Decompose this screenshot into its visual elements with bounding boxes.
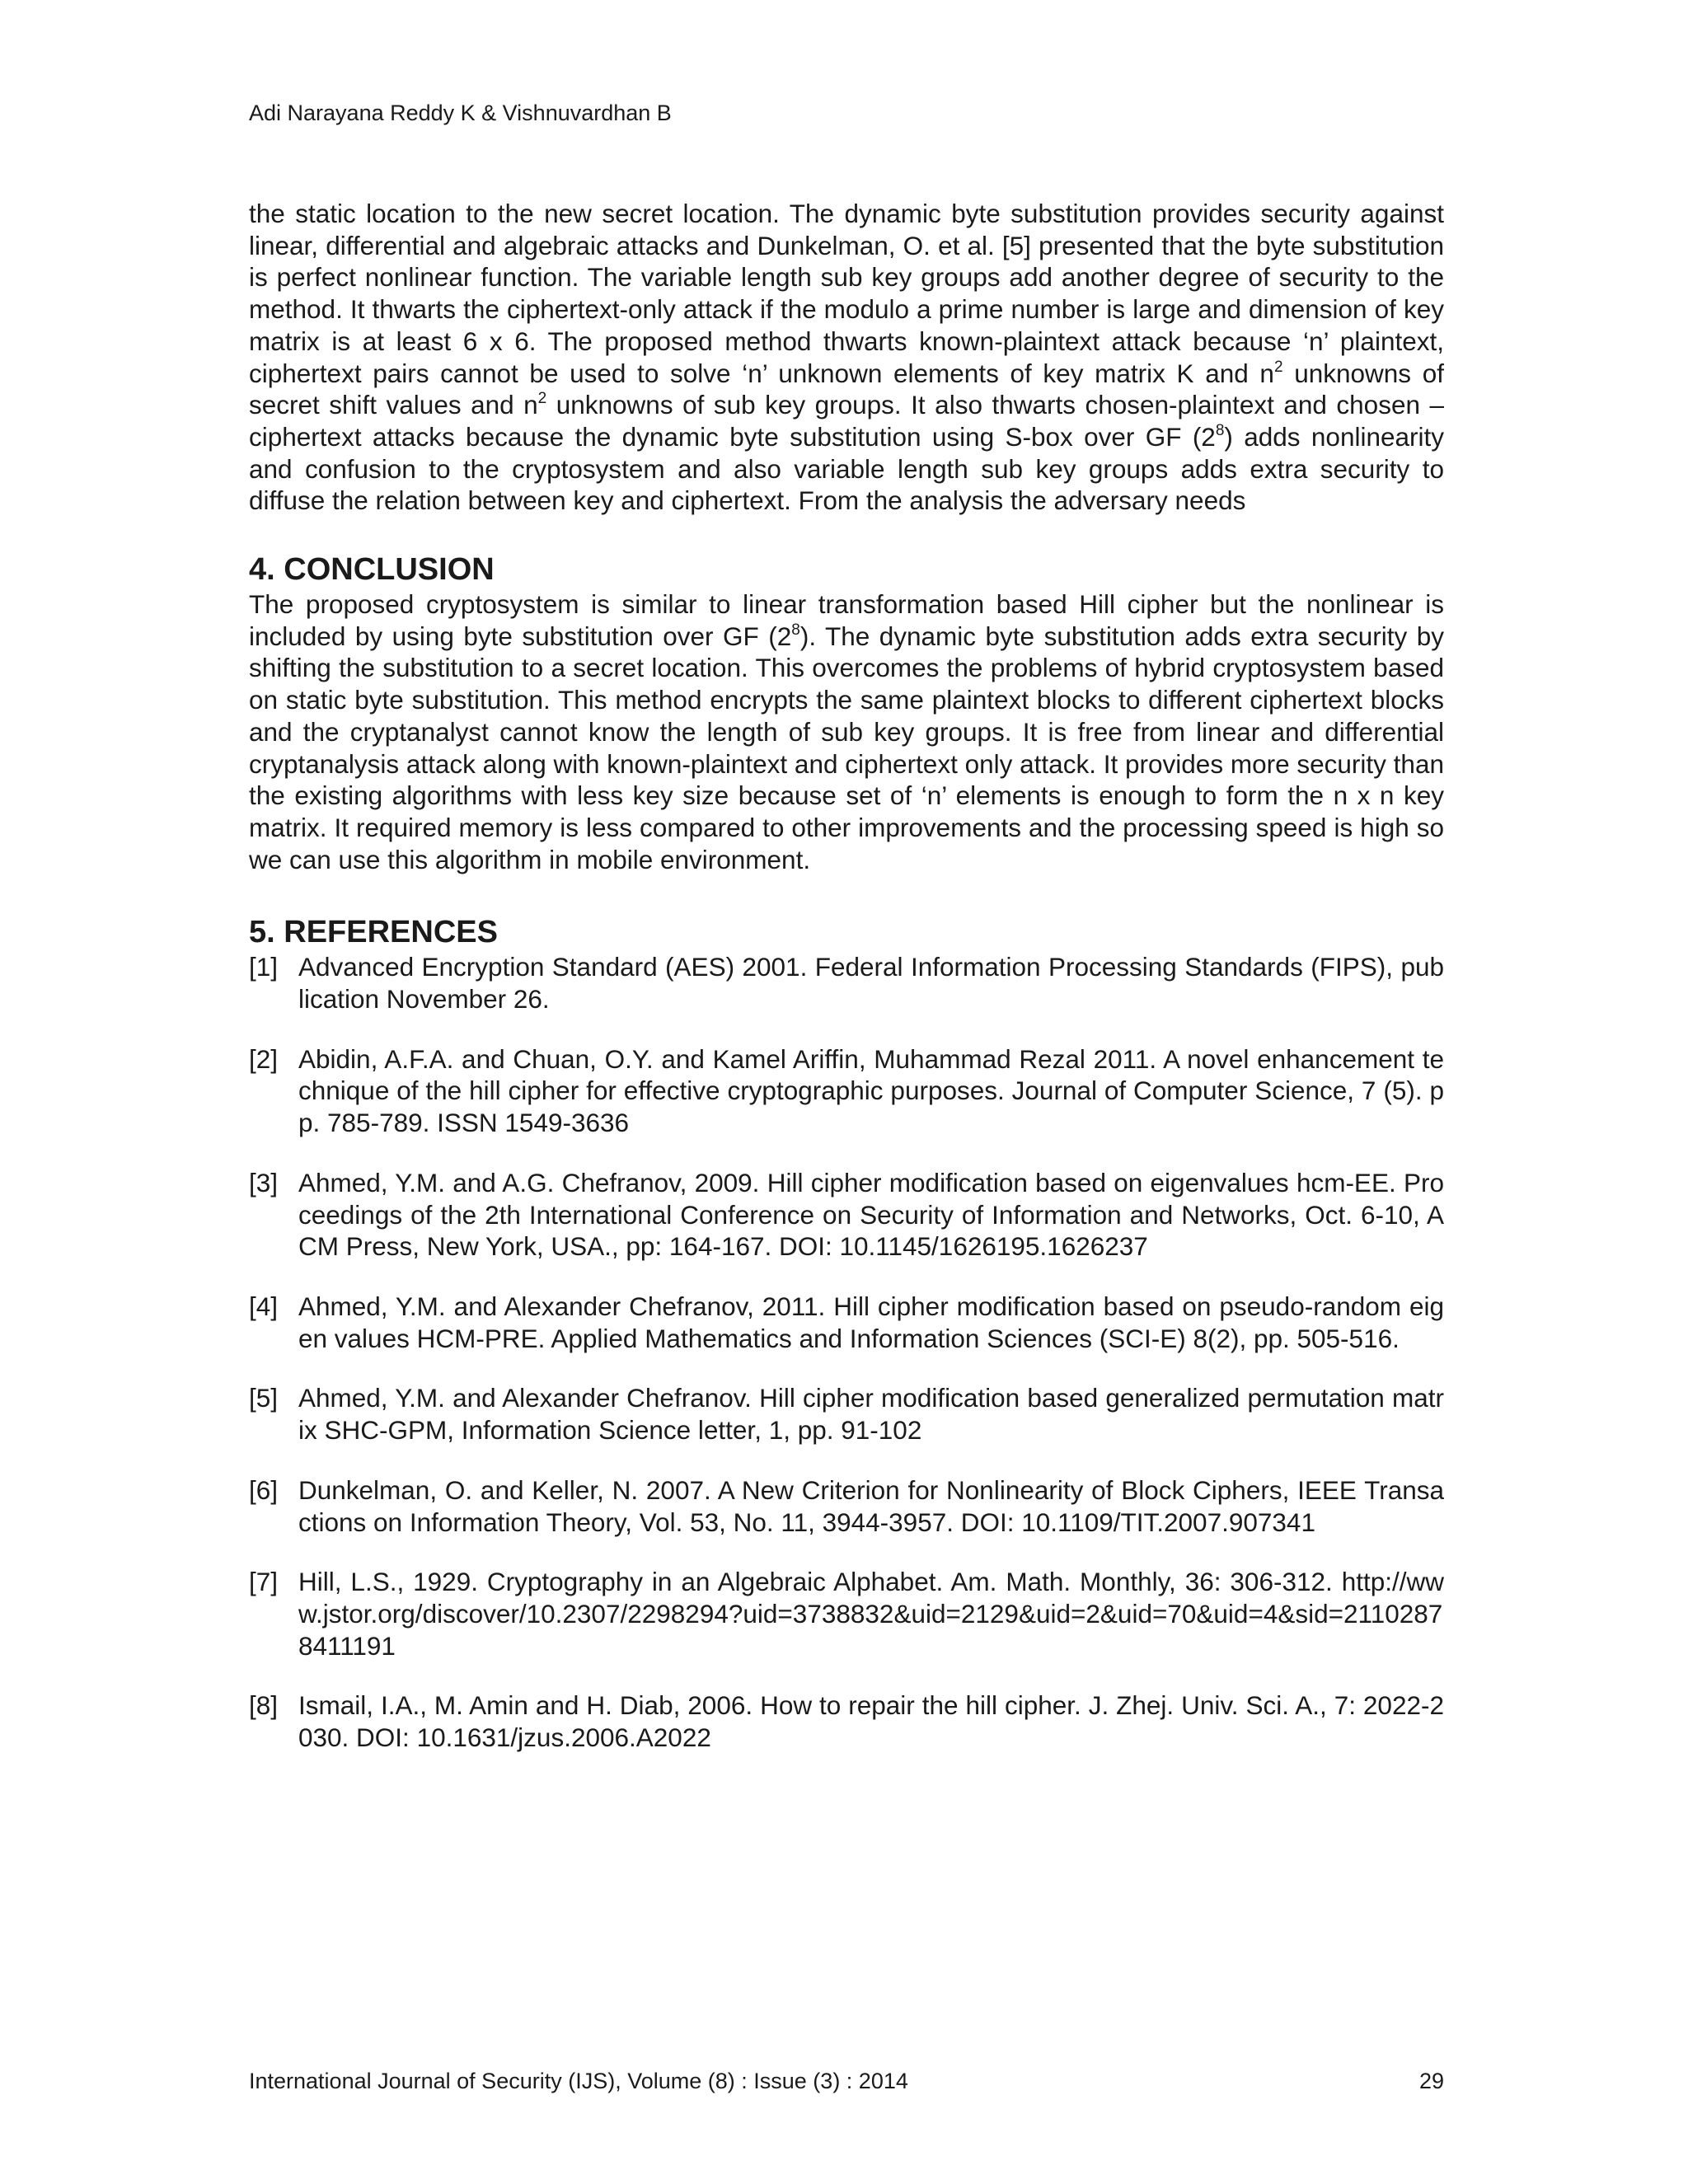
reference-number: [7] [249,1567,279,1597]
conclusion-text-2: ). The dynamic byte substitution adds extra security by shifting the substitution to a secret location. This overcomes the problems of hybrid cryptosystem based on static byte substitution. This method encrypts the same plaintext blocks to different ciphertext blocks and the cryptanalyst cannot know the length of sub key groups. It is free from linear and differential cryptanalysis attack along with known-plaintext and ciphertext only attack. It provides more security than the existing algorithms with less key size because set of ‘n’ elements is enough to form the n x n key matrix. It required memory is less compared to other improvements and the processing speed is high so we can use this algorithm in mobile environment. [249,621,1444,874]
references-heading: 5. REFERENCES [249,915,498,950]
page-body [249,198,1444,1782]
reference-text: Ahmed, Y.M. and Alexander Chefranov, 2011. Hill cipher modification based on pseudo-random eigen values HCM-PRE. Applied Mathematics and Information Sciences (SCI-E) 8(2), pp. 505-516. [298,1291,1444,1353]
reference-item [249,1566,1444,1661]
reference-item [249,1167,1444,1263]
intro-text-3: unknowns of sub key groups. It also thwarts chosen-plaintext and chosen –ciphertext attacks because the dynamic byte substitution using S-box over GF (2 [249,390,1444,452]
reference-item [249,1474,1444,1538]
reference-text: Ismail, I.A., M. Amin and H. Diab, 2006. How to repair the hill cipher. J. Zhej. Univ. Sci. A., 7: 2022-2030. DOI: 10.1631/jzus.2006.A2022 [298,1690,1444,1753]
intro-text-1: the static location to the new secret location. The dynamic byte substitution provides security against linear, differential and algebraic attacks and Dunkelman, O. et al. [5] presented that the byte substitution is perfect nonlinear function. The variable length sub key groups add another degree of security to the method. It thwarts the ciphertext-only attack if the modulo a prime number is large and dimension of key matrix is at least 6 x 6. The proposed method thwarts known-plaintext attack because ‘n’ plaintext, ciphertext pairs cannot be used to solve ‘n’ unknown elements of key matrix K and n [249,199,1444,388]
reference-text: Dunkelman, O. and Keller, N. 2007. A New Criterion for Nonlinearity of Block Ciphers, IEEE Transactions on Information Theory, Vol. 53, No. 11, 3944-3957. DOI: 10.1109/TIT.2007.907341 [298,1474,1444,1537]
running-footer [249,2067,1444,2095]
reference-number: [6] [249,1474,279,1505]
reference-item [249,1382,1444,1446]
reference-text: Abidin, A.F.A. and Chuan, O.Y. and Kamel Ariffin, Muhammad Rezal 2011. A novel enhancement technique of the hill cipher for effective cryptographic purposes. Journal of Computer Science, 7 (5). pp. 785-789. ISSN 1549-3636 [298,1043,1444,1138]
reference-text: Hill, L.S., 1929. Cryptography in an Algebraic Alphabet. Am. Math. Monthly, 36: 306-312. http://www.jstor.org/discover/10.2307/2298294?uid=3738832&uid=2129&uid=2&uid=70&uid=4&sid=21102878411191 [298,1567,1444,1661]
conclusion-paragraph [249,588,1444,875]
reference-item [249,1043,1444,1139]
reference-text: Ahmed, Y.M. and Alexander Chefranov. Hill cipher modification based generalized permutation matrix SHC-GPM, Information Science letter, 1, pp. 91-102 [298,1383,1444,1446]
intro-superscript-1: 2 [1273,358,1283,376]
reference-number: [4] [249,1291,279,1321]
reference-list [249,951,1444,1753]
intro-text-2: unknowns of secret shift values and n [249,358,1444,420]
conclusion-text-1: The proposed cryptosystem is similar to linear transformation based Hill cipher but the nonlinear is included by using byte substitution over GF (2 [249,589,1444,651]
footer-page-number: 29 [1418,2069,1444,2093]
header-authors: Adi Narayana Reddy K & Vishnuvardhan B [249,101,672,125]
intro-paragraph [249,198,1444,517]
reference-text: Advanced Encryption Standard (AES) 2001. Federal Information Processing Standards (FIPS), publication November 26. [298,952,1444,1015]
intro-text-4: ) adds nonlinearity and confusion to the cryptosystem and also variable length sub key groups adds extra security to diffuse the relation between key and ciphertext. From the analysis the adversary needs [249,421,1445,516]
reference-item [249,1291,1444,1354]
reference-number: [3] [249,1167,279,1197]
conclusion-superscript-1: 8 [791,621,800,639]
running-header [249,99,672,127]
reference-number: [2] [249,1043,279,1074]
intro-superscript-3: 8 [1215,421,1225,439]
conclusion-heading: 4. CONCLUSION [249,552,495,588]
reference-item [249,951,1444,1015]
reference-number: [1] [249,952,279,982]
footer-journal: International Journal of Security (IJS), Volume (8) : Issue (3) : 2014 [249,2069,908,2093]
reference-number: [5] [249,1383,279,1413]
intro-superscript-2: 2 [537,390,547,408]
reference-number: [8] [249,1690,279,1721]
reference-item [249,1690,1444,1753]
reference-text: Ahmed, Y.M. and A.G. Chefranov, 2009. Hill cipher modification based on eigenvalues hcm-EE. Proceedings of the 2th International Conference on Security of Information and Networks, Oct. 6-10, ACM Press, New York, USA., pp: 164-167. DOI: 10.1145/1626195.1626237 [298,1167,1444,1262]
